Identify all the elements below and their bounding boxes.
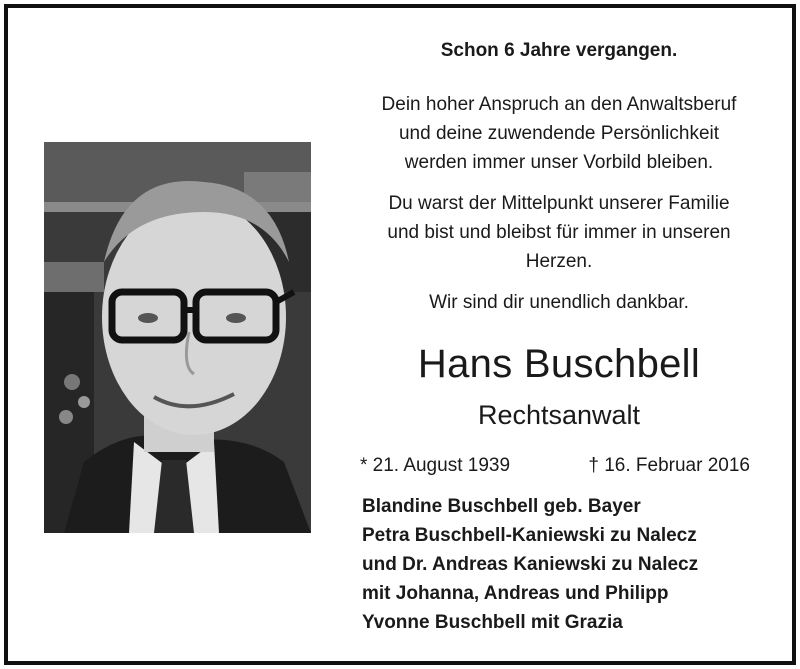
tribute-paragraph-2	[336, 189, 782, 276]
text-line: Dein hoher Anspruch an den Anwaltsberuf	[381, 94, 737, 115]
mourner-line: Yvonne Buschbell mit Grazia	[362, 612, 623, 633]
text-line: Herzen.	[525, 251, 593, 272]
mourners-list	[362, 492, 698, 637]
mourner-line: Petra Buschbell-Kaniewski zu Nalecz	[362, 525, 697, 546]
deceased-name: Hans Buschbell	[417, 342, 701, 386]
text-line: und deine zuwendende Persönlichkeit	[398, 123, 720, 144]
death-date: † 16. Februar 2016	[588, 455, 750, 476]
mourner-line: Blandine Buschbell geb. Bayer	[362, 496, 641, 517]
text-line: werden immer unser Vorbild bleiben.	[404, 152, 714, 173]
mourner-line: und Dr. Andreas Kaniewski zu Nalecz	[362, 554, 699, 575]
portrait-image	[44, 142, 311, 533]
text-line: Wir sind dir unendlich dankbar.	[429, 292, 689, 313]
mourner-line: mit Johanna, Andreas und Philipp	[362, 583, 669, 604]
deceased-profession: Rechtsanwalt	[477, 400, 641, 430]
tribute-paragraph-3	[336, 288, 782, 317]
obituary-notice	[4, 4, 796, 665]
birth-date: * 21. August 1939	[360, 455, 511, 476]
text-line: Du warst der Mittelpunkt unserer Familie	[388, 193, 730, 214]
tribute-paragraph-1	[336, 90, 782, 177]
headline: Schon 6 Jahre vergangen.	[440, 40, 678, 61]
text-line: und bist und bleibst für immer in unseren	[387, 222, 731, 243]
portrait-photo	[44, 142, 311, 533]
